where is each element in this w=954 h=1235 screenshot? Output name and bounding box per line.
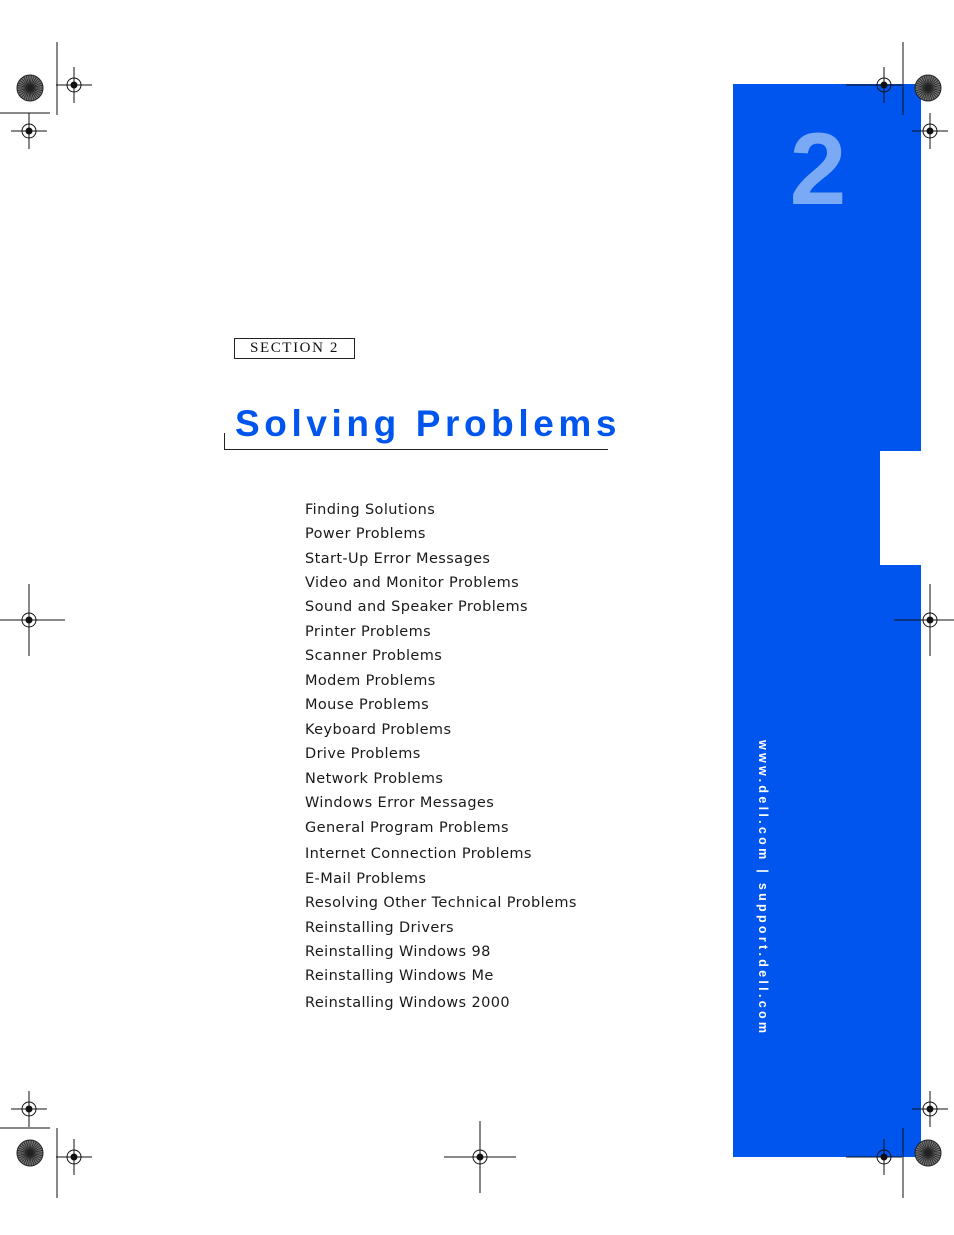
starburst-mark (915, 1140, 941, 1166)
toc-item: Start-Up Error Messages (305, 551, 491, 567)
toc-item: Windows Error Messages (305, 795, 495, 811)
toc-item: Reinstalling Windows 98 (305, 944, 491, 960)
side-url-text: www.dell.com | support.dell.com (756, 740, 770, 1037)
toc-item: General Program Problems (305, 820, 509, 836)
toc-item: Printer Problems (305, 624, 432, 640)
registration-target (11, 113, 47, 149)
toc-item: Power Problems (305, 526, 426, 542)
toc-item: Mouse Problems (305, 697, 430, 713)
registration-target (56, 1139, 92, 1175)
registration-target (11, 1091, 47, 1127)
toc-item: Scanner Problems (305, 648, 443, 664)
toc-item: Internet Connection Problems (305, 846, 532, 862)
registration-target (0, 584, 65, 656)
toc-item: Modem Problems (305, 673, 436, 689)
starburst-mark (17, 1140, 43, 1166)
registration-target (56, 67, 92, 103)
toc-item: Video and Monitor Problems (305, 575, 520, 591)
toc-item: Reinstalling Drivers (305, 920, 454, 936)
toc-item: Reinstalling Windows 2000 (305, 995, 511, 1011)
registration-target (894, 584, 954, 656)
toc-item: Drive Problems (305, 746, 421, 762)
page-title: Solving Problems (235, 403, 622, 444)
starburst-mark (915, 75, 941, 101)
toc-item: Resolving Other Technical Problems (305, 895, 577, 911)
toc-item: Finding Solutions (305, 502, 436, 518)
toc-item: Network Problems (305, 771, 444, 787)
toc-item: Keyboard Problems (305, 722, 452, 738)
registration-target (912, 1091, 948, 1127)
chapter-number: 2 (789, 112, 847, 226)
section-label: SECTION 2 (234, 338, 355, 359)
toc-item: Sound and Speaker Problems (305, 599, 528, 615)
toc-item: E-Mail Problems (305, 871, 427, 887)
starburst-mark (17, 75, 43, 101)
registration-target (912, 113, 948, 149)
registration-target (444, 1121, 516, 1193)
toc-item: Reinstalling Windows Me (305, 968, 494, 984)
